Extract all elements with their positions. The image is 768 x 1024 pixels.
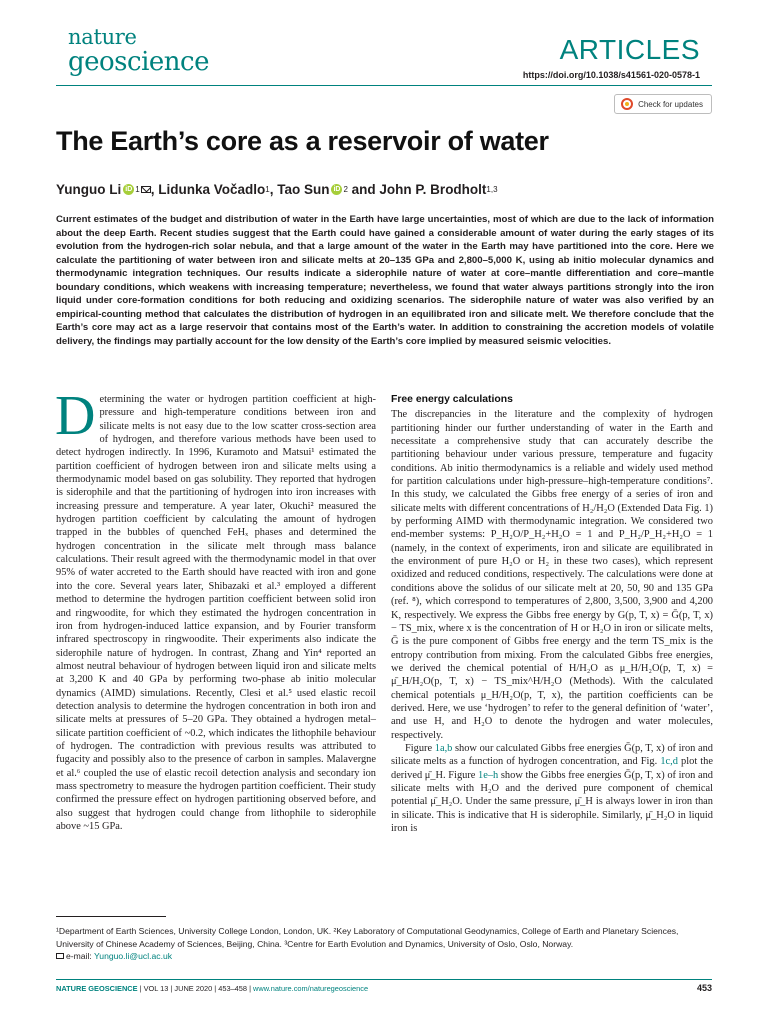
author-separator: , [150,182,159,197]
body-text: show the Gibbs free energies Ḡ(p, T, x) of iron and silicate melts with H₂O and the derived pure component of chemical potential μ̄_H₂O. Under the same pressure, μ̄_H is always lower in iron than in silicate. This is indicative that H is siderophile. Similarly, μ̄_H₂O in liquid iron is [391,769,713,834]
body-text: Figure [405,742,435,754]
footer-rule [56,979,712,980]
author-name[interactable]: John P. Brodholt [379,182,487,197]
journal-logo-line1: nature [68,25,137,49]
section-heading: Free energy calculations [391,394,513,405]
email-link[interactable]: Yunguo.li@ucl.ac.uk [94,951,173,961]
article-type: ARTICLES [559,34,700,65]
check-updates-button[interactable] [614,94,712,114]
header-rule [56,85,712,86]
affiliations: ¹Department of Earth Sciences, University College London, London, UK. ²Key Laboratory of Computational Geodynamics, College of Earth and Planetary Sciences, University of Chinese Academy of Sciences, Beijing, China. ³Centre for Earth Evolution and Dynamics, University of Oslo, Oslo, Norway. [56,926,679,949]
body-paragraph: The discrepancies in the literature and the complexity of hydrogen partitioning hinder our further understanding of water in the Earth and necessitate a comprehensive study that can accurately describe the partitioning behaviour under various pressure, temperature and fugacity conditions. Ab initio thermodynamics is a reliable and widely used method for partition calculations under high-pressure–high-temperature conditions⁷. In this study, we calculated the Gibbs free energy of a series of iron and silicate melts with different concentrations of H₂/H₂O (Extended Data Fig. 1) by performing AIMD with thermodynamic integration. We considered two end-member systems: P_H₂O/P_H₂+H₂O = 1 and P_H₂/P_H₂+H₂O = 1 (namely, in the context of experiments, iron and silicate are equilibrated in the environment of pure H₂O or H₂ in these two cases), which represent oxidized and reduced conditions, respectively. The calculations were done at conditions above the solidus of our silicate melt at 20, 50, 90 and 135 GPa (ref. ⁸), which correspond to temperatures of 2,800, 3,500, 3,900 and 4,200 K, respectively. We express the Gibbs free energy by G(p, T, x) = Ḡ(p, T, x) − TS_mix, where x is the concentration of H or H₂O in iron or silicate melts, Ḡ is the pure component of Gibbs free energy and the term TS_mix is the entropy contribution from mixing. From the calculated Gibbs free energies, we derived the chemical potential of H/H₂O as μ_H/H₂O(p, T, x) = μ̄_H/H₂O(p, T, x) − TS_mix^H/H₂O (Methods). With the calculated chemical potentials μ_H/H₂O(p, T, x), the partition coefficients can be derived. Here, we use ‘hydrogen’ to refer to the general definition of ‘water’, and use H, and H₂O to denote the hydrogen and water molecules, respectively. [391,409,713,741]
abstract: Current estimates of the budget and distribution of water in the Earth have large uncertainties, most of which are due to the lack of information about the deep Earth. Recent studies suggest that the Earth could have gained a considerable amount of water during the early stages of its evolution from the hydrogen-rich solar nebula, and that a large amount of the water in the Earth may have partitioned into the core. Here we calculate the partitioning of water between iron and silicate melts at 20–135 GPa and 2,800–5,000 K, using ab initio molecular dynamics and thermodynamic integration techniques. Our results indicate a siderophile nature of water at core–mantle differentiation and core–mantle boundary conditions, which weakens with increasing temperature; nevertheless, we found that water always partitions strongly into the iron liquid under core-formation conditions for both reducing and oxidizing scenarios. The siderophile nature of water was also verified by an empirical-counting method that calculates the distribution of hydrogen in an equilibrated iron and silicate melt. We therefore conclude that the Earth’s core may act as a large reservoir that contains most of the Earth’s water. In addition to constraining the accretion models of volatile delivery, the findings may partially account for the low density of the Earth’s core implied by measured seismic velocities. [56,214,714,347]
author-separator: , [269,182,278,197]
footer-citation [56,984,368,993]
article-title: The Earth’s core as a reservoir of water [56,126,549,156]
author-name[interactable]: Yunguo Li [56,182,122,197]
intro-text: etermining the water or hydrogen partition coefficient at high-pressure and high-temperature conditions between iron and silicate melts is not easy due to the low scatter cross-section area of hydrogen, and therefore various methods have been used to detect hydrogen indirectly. In 1996, Kuramoto and Matsui¹ estimated the partition coefficient of hydrogen between iron and silicate melts using a thermodynamic model based on gas solubility. They reported that hydrogen is siderophile and that the partitioning of hydrogen into iron increases with increasing pressure and temperature. A year later, Okuchi² measured the hydrogen partition coefficient by calculating the amount of hydrogen trapped in the bubbles of quenched FeHₓ phases and determined the hydrogen concentration in the silicate melt through mass balance calculations. Their result agreed with the thermodynamic model in that over 95% of water accreted to the Earth should have reacted with iron and gone into the core. Several years later, Shibazaki et al.³ employed a different method to determine the hydrogen partition coefficient between solid iron and ringwoodite, for which they estimated the hydrogen concentration in iron from hydrogen-induced lattice expansion, and by Fourier transform infrared spectroscopy in ringwoodite. Their experiments also indicate the siderophile nature of hydrogen. In contrast, Zhang and Yin⁴ reported an almost neutral behaviour of hydrogen between liquid iron and silicate melts at 3,200 K and 40 GPa by performing two-phase ab initio molecular dynamics (AIMD) simulations. Recently, Clesi et al.⁵ used elastic recoil detection analysis to determine the hydrogen concentration in both iron and silicate melts at pressures of 5–20 GPa. They obtained a hydrogen metal–silicate partition coefficient of ~0.2, which indicates the lithophile behaviour of hydrogen. The contradiction with previous results was attributed to fugacity and possibly also to the presence of carbon in samples. Malavergne et al.⁶ coupled the use of elastic recoil detection analysis and secondary ion mass spectrometry to measure the hydrogen partition coefficient. Their study confirmed the pressure effect on hydrogen partitioning observed before, and also suggest that hydrogen could change from lithophile to siderophile above ~15 GPa. [56,394,376,832]
check-updates-label: Check for updates [638,99,703,109]
author-name[interactable]: Lidunka Vočadlo [158,182,266,197]
body-text: show our calculated Gibbs free energies Ḡ(p, T, x) of iron and silicate melts as a function of hydrogen concentration, and Fig. [391,742,713,768]
affiliation-marker: 1,3 [486,185,498,194]
body-paragraph [391,742,713,835]
correspondence [56,950,716,963]
journal-logo[interactable] [68,26,209,76]
footnote-rule [56,916,166,917]
email-label: e-mail: [66,951,95,961]
page-number: 453 [696,983,712,993]
affiliation-marker: 1 [135,185,140,194]
footer-url[interactable]: www.nature.com/naturegeoscience [253,984,369,993]
footer-details: | VOL 13 | JUNE 2020 | 453–458 | [137,984,254,993]
orcid-icon[interactable]: iD [333,186,341,193]
author-separator: and [347,182,380,197]
body-text: plot the derived μ̄_H. Figure [391,756,713,781]
footer-journal-name: NATURE GEOSCIENCE [56,984,138,993]
affiliation-marker: 1 [265,185,270,194]
affiliation-marker: 2 [343,185,348,194]
author-name[interactable]: Tao Sun [277,182,330,197]
drop-cap: D [55,385,96,447]
email-icon[interactable] [141,186,151,193]
figure-link[interactable]: 1c,d [660,756,678,768]
doi-link[interactable]: https://doi.org/10.1038/s41561-020-0578-1 [522,70,700,80]
email-icon [56,953,64,959]
orcid-icon[interactable]: iD [125,186,133,193]
journal-logo-line2: geoscience [68,47,209,77]
figure-link[interactable]: 1e–h [478,769,499,781]
author-list [56,182,498,197]
figure-link[interactable]: 1a,b [434,742,453,754]
check-updates-icon [621,98,633,110]
right-column [391,393,713,835]
footnotes [56,925,716,963]
left-column [55,385,376,833]
intro-paragraph [55,385,376,833]
